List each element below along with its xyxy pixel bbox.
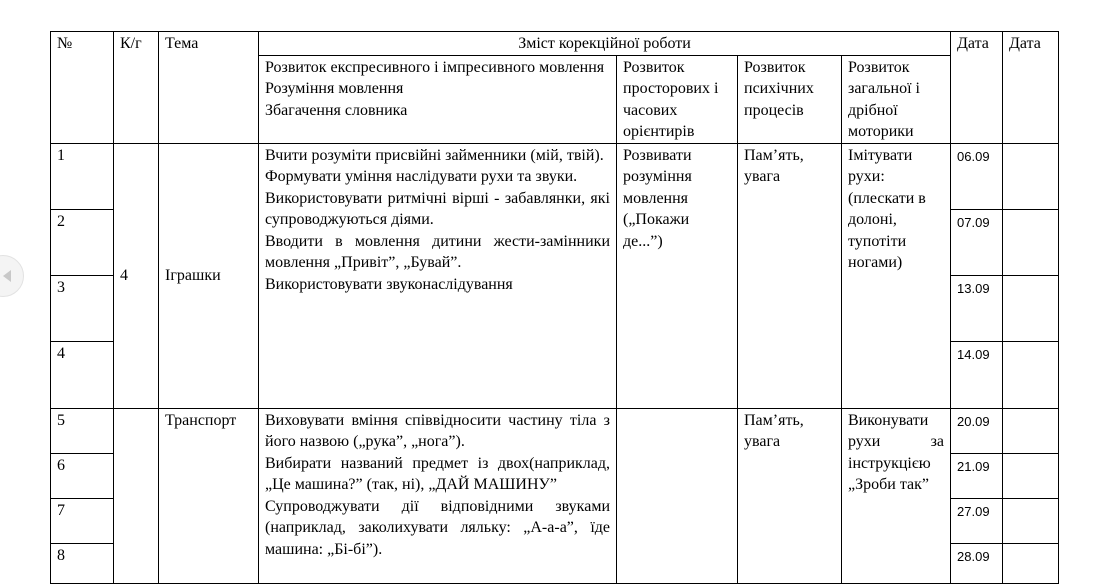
zmist-line: Використовувати звуконаслідування [265, 275, 513, 293]
motor-cell: Виконувати рухи за інструкцією „Зроби так” [842, 408, 951, 583]
subheader-speech-line-3: Збагачення словника [265, 101, 408, 119]
zmist-line: Супроводжувати дії відповідними звуками (наприклад, заколихувати ляльку: „А-а-а”, їде машина: „Бі-бі”). [265, 497, 610, 558]
date-cell: 07.09 [951, 209, 1003, 275]
zmist-line: Використовувати ритмічні вірші - забавлянки, які супроводжуються діями. [265, 189, 610, 228]
tema-cell: Транспорт [159, 408, 259, 583]
row-number: 6 [51, 453, 114, 498]
header-tema: Тема [159, 32, 259, 144]
psychic-cell: Пам’ять, увага [738, 408, 842, 583]
header-number: № [51, 32, 114, 144]
header-row [51, 32, 1059, 56]
empty-date-cell [1003, 453, 1059, 498]
zmist-cell [259, 143, 617, 408]
motor-cell: Імітувати рухи: (плескати в долоні, тупотіти ногами) [842, 143, 951, 408]
empty-date-cell [1003, 543, 1059, 583]
row-number: 1 [51, 143, 114, 209]
zmist-line: Вибирати названий предмет із двох(наприклад, „Це машина?” (так, ні), „ДАЙ МАШИНУ” [265, 454, 610, 493]
zmist-line: Вчити розуміти присвійні займенники (мій, твій). [265, 146, 604, 164]
zmist-line: Вводити в мовлення дитини жести-замінники мовлення „Привіт”, „Бувай”. [265, 232, 610, 271]
header-kg: К/г [114, 32, 159, 144]
kg-cell [114, 408, 159, 583]
zmist-line: Виховувати вміння співвідносити частину тіла з його назвою („рука”, „нога”). [265, 411, 610, 450]
date-cell: 28.09 [951, 543, 1003, 583]
tema-cell: Іграшки [159, 143, 259, 408]
row-number: 8 [51, 543, 114, 583]
kg-cell: 4 [114, 143, 159, 408]
subheader-motor: Розвиток загальної і дрібної моторики [842, 55, 951, 143]
date-cell: 20.09 [951, 408, 1003, 453]
zmist-line: Формувати уміння наслідувати рухи та звуки. [265, 168, 578, 185]
date-cell: 27.09 [951, 498, 1003, 543]
empty-date-cell [1003, 408, 1059, 453]
header-zmist: Зміст корекційної роботи [259, 32, 951, 56]
empty-date-cell [1003, 209, 1059, 275]
header-date-2: Дата [1003, 32, 1059, 144]
orientation-cell: Розвивати розуміння мовлення („Покажи де...”) [617, 143, 738, 408]
zmist-cell [259, 408, 617, 583]
row-number: 4 [51, 341, 114, 408]
table-row [51, 143, 1059, 209]
subheader-speech-line-1: Розвиток експресивного і імпресивного мовлення [265, 58, 605, 76]
empty-date-cell [1003, 143, 1059, 209]
lesson-plan-table [50, 31, 1059, 584]
empty-date-cell [1003, 275, 1059, 341]
empty-date-cell [1003, 341, 1059, 408]
row-number: 2 [51, 209, 114, 275]
row-number: 3 [51, 275, 114, 341]
subheader-speech-line-2: Розуміння мовлення [265, 80, 404, 97]
empty-date-cell [1003, 498, 1059, 543]
subheader-psychic: Розвиток психічних процесів [738, 55, 842, 143]
subheader-orientation: Розвиток просторових і часових орієнтирів [617, 55, 738, 143]
header-date-1: Дата [951, 32, 1003, 144]
side-scroll-button[interactable] [0, 255, 24, 297]
date-cell: 21.09 [951, 453, 1003, 498]
subheader-speech [259, 55, 617, 143]
psychic-cell: Пам’ять, увага [738, 143, 842, 408]
row-number: 7 [51, 498, 114, 543]
arrow-left-icon [3, 270, 11, 282]
orientation-cell [617, 408, 738, 583]
table-row [51, 408, 1059, 453]
date-cell: 13.09 [951, 275, 1003, 341]
row-number: 5 [51, 408, 114, 453]
date-cell: 14.09 [951, 341, 1003, 408]
date-cell: 06.09 [951, 143, 1003, 209]
